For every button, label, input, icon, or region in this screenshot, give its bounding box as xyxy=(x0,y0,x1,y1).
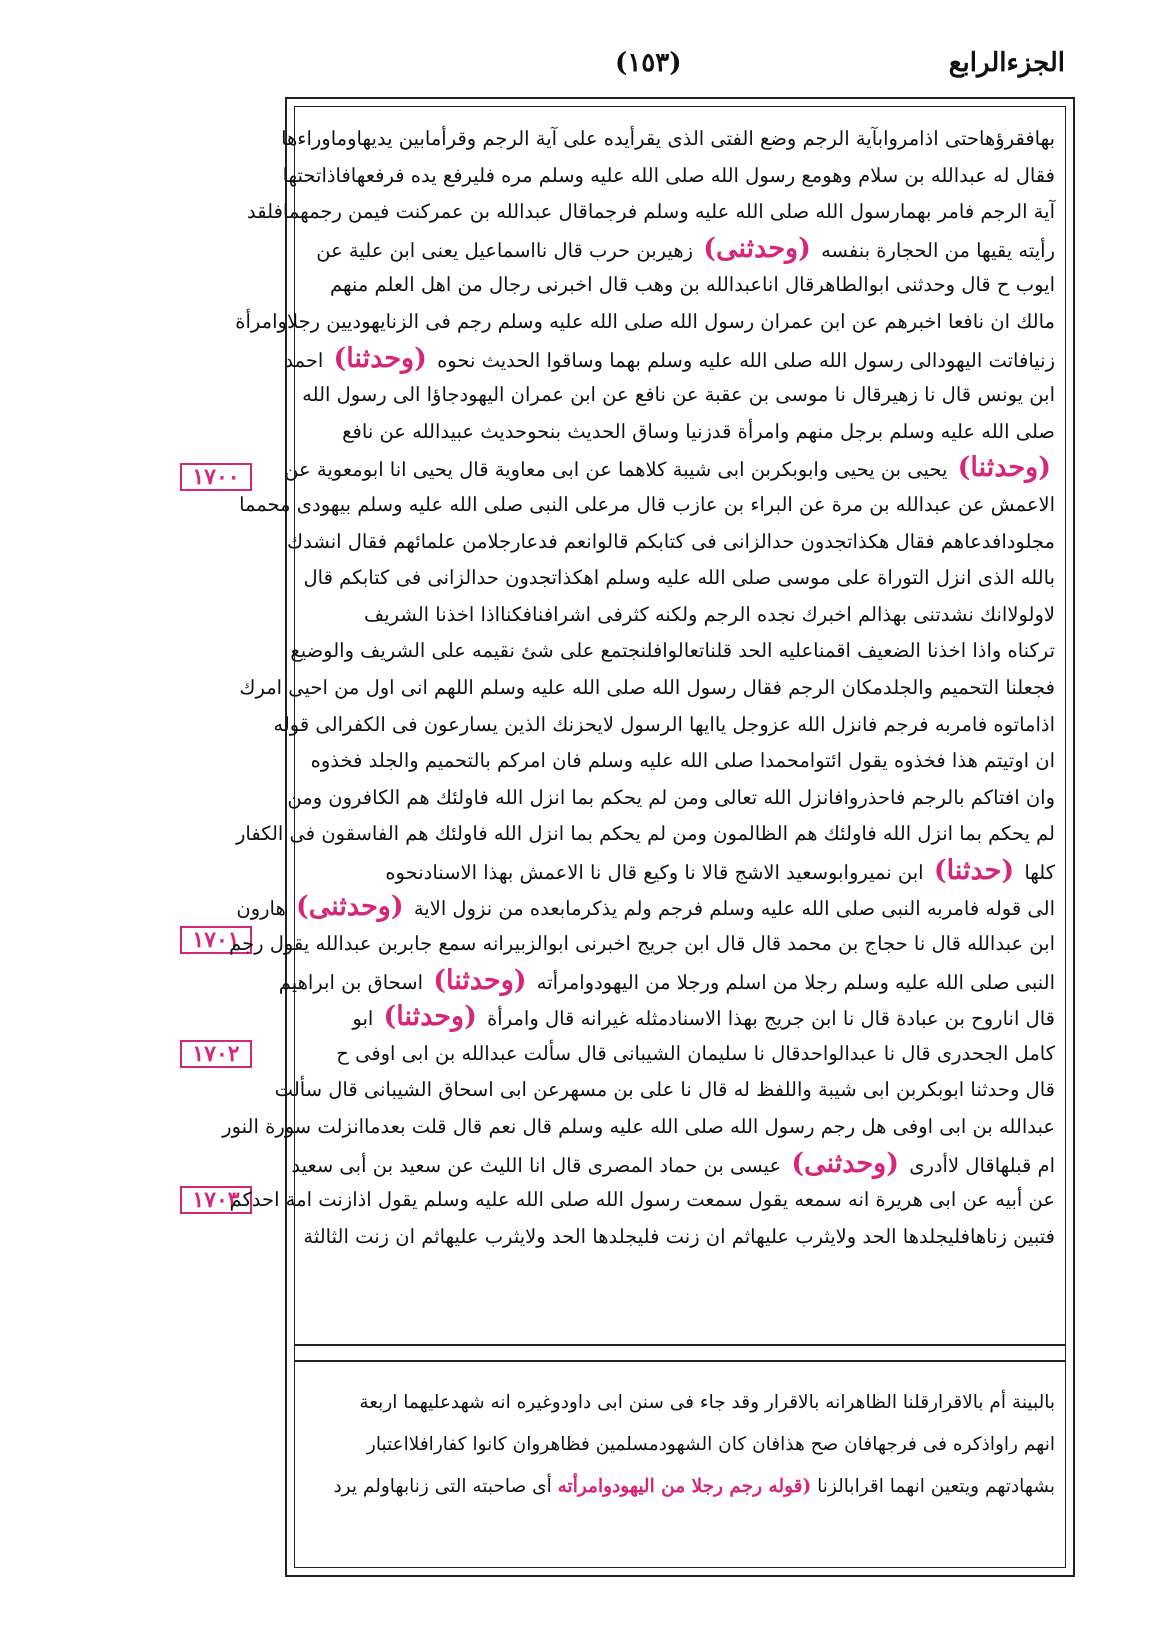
main-text: تركناه واذا اخذنا الضعيف اقمناعليه الحد قلناتعالوافلنجتمع على شئ نقيمه على الشريف والوضيع xyxy=(290,639,1055,663)
main-line xyxy=(222,1109,1055,1146)
main-line xyxy=(284,450,1055,487)
main-text: مجلودافدعاهم فقال هكذاتجدون حدالزانى فى كتابكم قالوانعم فدعارجلامن علمائهم فقال انشدك xyxy=(287,529,1055,553)
main-text: عيسى بن حماد المصرى قال انا الليث عن سعيد بن أبى سعيد xyxy=(291,1153,782,1177)
main-text: ام قبلهاقال لاأدرى xyxy=(909,1153,1055,1177)
main-text: يحيى بن يحيى وابوبكربن ابى شيبة كلاهما عن ابى معاوية قال يحيى انا ابومعوية عن xyxy=(284,458,948,482)
main-line xyxy=(305,1036,1055,1073)
main-text: فتبين زناهافليجلدها الحد ولايثرب عليهاثم ان زنت فليجلدها الحد ولايثرب عليهاثم ان زنت الثالثة xyxy=(303,1224,1055,1248)
main-line xyxy=(305,414,1055,451)
main-text: الى قوله فامربه النبى صلى الله عليه وسلم فرجم ولم يذكرمابعده من نزول الاية xyxy=(413,897,1055,921)
main-text: هارون xyxy=(236,897,286,921)
narration-marker: (وحدثنا) xyxy=(333,342,427,374)
main-line xyxy=(284,341,1055,378)
footnote-text: بالبينة أم بالاقرارقلنا الظاهرانه بالاقرار وقد جاء فى سنن ابى داودوغيره انه شهدعليهما اربعة xyxy=(359,1392,1055,1413)
main-line xyxy=(281,121,1055,158)
main-line xyxy=(291,1146,1055,1183)
main-text: زهيربن حرب قال نااسماعيل يعنى ابن علية عن xyxy=(316,238,694,262)
main-text: لم يحكم بما انزل الله فاولئك هم الظالمون ومن لم يحكم بما انزل الله فاولئك هم الفاسقون فى الكفار xyxy=(236,822,1055,846)
main-text: ابو xyxy=(352,1007,374,1031)
footnote-separator xyxy=(294,1344,1066,1362)
footnote xyxy=(305,1382,1055,1542)
main-text: بالله الذى انزل التوراة على موسى صلى الله عليه وسلم اهكذاتجدون حدالزانى فى كتابكم قال xyxy=(303,566,1055,590)
main-text: النبى صلى الله عليه وسلم رجلا من اسلم ورجلا من اليهودوامرأته xyxy=(536,970,1055,994)
footnote-text: بشهادتهم ويتعين انهما اقرابالزنا xyxy=(817,1476,1055,1497)
main-line xyxy=(236,889,1055,926)
main-line xyxy=(247,194,1055,231)
main-text: ابن يونس قال نا زهيرقال نا موسى بن عقبة عن نافع عن ابن عمران اليهودجاؤا الى رسول الله xyxy=(302,383,1055,407)
main-text: آية الرجم فامر بهمارسول الله صلى الله عليه وسلم فرجماقال عبدالله بن عمركنت فيمن رجمهمافلقد xyxy=(247,200,1055,224)
main-text: ابن عبدالله قال نا حجاج بن محمد قال قال ابن جريج اخبرنى ابوالزبيرانه سمع جابربن عبدالله يقول رجم xyxy=(229,932,1055,956)
footnote-line xyxy=(305,1382,1055,1424)
page-frame xyxy=(222,97,1075,1577)
page-header xyxy=(285,48,1065,96)
main-line xyxy=(282,158,1055,195)
main-text: كلها xyxy=(1024,860,1055,884)
main-text: لاولولاانك نشدتنى بهذالم اخبرك نجده الرجم ولكنه كثرفى اشرافنافكنااذا اخذنا الشريف xyxy=(363,602,1055,626)
narration-marker: (وحدثنى) xyxy=(295,891,404,923)
main-text: قال وحدثنا ابوبكربن ابى شيبة واللفظ له قال نا على بن مسهرعن ابى اسحاق الشيبانى قال سألت xyxy=(274,1078,1055,1102)
main-text: مالك ان نافعا اخبرهم عن ابن عمران رسول الله صلى الله عليه وسلم رجم فى الزنايهوديين رجلاوامرأة xyxy=(235,309,1055,333)
main-text: اذاماتوه فامربه فرجم فانزل الله عزوجل ياايها الرسول لايحزنك الذين يسارعون فى الكفرالى قوله xyxy=(273,712,1055,736)
main-text: وان افتاكم بالرجم فاحذروافانزل الله تعالى ومن لم يحكم بما انزل الله فاولئك هم الكافرون ومن xyxy=(287,785,1055,809)
main-line xyxy=(305,853,1055,890)
main-line xyxy=(239,670,1055,707)
hadith-number-1701: ١٧٠١ xyxy=(180,926,252,954)
footnote-line xyxy=(305,1466,1055,1508)
narration-marker: (حدثنا) xyxy=(933,854,1015,886)
page-number: (١٥٣) xyxy=(615,48,682,78)
footnote-quote: (قوله رجم رجلا من اليهودوامرأته xyxy=(557,1476,812,1497)
main-line xyxy=(229,1182,1055,1219)
main-text: ابن نميروابوسعيد الاشج قالا نا وكيع قال نا الاعمش بهذا الاسنادنحوه xyxy=(385,860,924,884)
main-text: اسحاق بن ابراهيم xyxy=(278,970,423,994)
narration-marker: (وحدثنا) xyxy=(957,452,1051,484)
part-title: الجزءالرابع xyxy=(948,48,1065,78)
main-line xyxy=(235,304,1055,341)
main-text: الاعمش عن عبدالله بن مرة عن البراء بن عازب قال مرعلى النبى صلى الله عليه وسلم بيهودى محمما xyxy=(239,492,1055,516)
main-text: احمد xyxy=(284,348,324,372)
narration-marker: (وحدثنى) xyxy=(703,232,811,264)
main-text: صلى الله عليه وسلم برجل منهم وامرأة قدزنيا وساق الحديث بنحوحديث عبيدالله عن نافع xyxy=(342,419,1055,443)
main-line xyxy=(287,780,1055,817)
main-line xyxy=(273,707,1055,744)
narration-marker: (وحدثنا) xyxy=(383,1001,477,1033)
main-line xyxy=(287,524,1055,561)
main-line xyxy=(305,1219,1055,1256)
main-line xyxy=(305,597,1055,634)
main-text: ان اوتيتم هذا فخذوه يقول ائتوامحمدا صلى الله عليه وسلم فان امركم بالتحميم والجلد فخذوه xyxy=(310,749,1055,773)
hadith-number-1703: ١٧٠٣ xyxy=(180,1186,252,1214)
main-line xyxy=(236,816,1055,853)
narration-marker: (وحدثنى) xyxy=(791,1147,899,1179)
main-line xyxy=(290,633,1055,670)
main-text: عن أبيه عن ابى هريرة انه سمعه يقول سمعت رسول الله صلى الله عليه وسلم يقول اذازنت امة احدكم xyxy=(229,1188,1055,1212)
main-line xyxy=(305,267,1055,304)
main-text: فجعلنا التحميم والجلدمكان الرجم فقال رسول الله صلى الله عليه وسلم اللهم انى اول من احيى امرك xyxy=(239,675,1055,699)
main-line xyxy=(274,1072,1055,1109)
footnote-text: انهم راواذكره فى فرجهافان صح هذافان كان الشهودمسلمين فظاهروان كانوا كفارافلااعتبار xyxy=(366,1434,1055,1455)
main-text xyxy=(222,121,1055,1326)
hadith-number-1700: ١٧٠٠ xyxy=(180,463,252,491)
main-line xyxy=(305,560,1055,597)
main-line xyxy=(305,743,1055,780)
hadith-number-1702: ١٧٠٢ xyxy=(180,1040,252,1068)
main-text: بهافقرؤهاحتى اذامروابآية الرجم وضع الفتى الذى يقرأيده على آية الرجم وقرأمابين يديهاوماوراءها xyxy=(281,127,1055,150)
narration-marker: (وحدثنا) xyxy=(433,964,527,996)
footnote-line xyxy=(305,1424,1055,1466)
main-line xyxy=(239,487,1055,524)
main-line xyxy=(229,926,1055,963)
main-text: قال اناروح بن عبادة قال نا ابن جريج بهذا الاسنادمثله غيرانه قال وامرأة xyxy=(487,1007,1055,1031)
main-text: فقال له عبدالله بن سلام وهومع رسول الله صلى الله عليه وسلم مره فليرفع يده فرفعهافاذاتحتها xyxy=(282,163,1055,187)
main-text: زنيافاتت اليهودالى رسول الله صلى الله عليه وسلم بهما وساقوا الحديث نحوه xyxy=(437,348,1055,372)
main-text: كامل الجحدرى قال نا عبدالواحدقال نا سليمان الشيبانى قال سألت عبدالله بن ابى اوفى ح xyxy=(336,1041,1055,1065)
main-text: رأيته يقيها من الحجارة بنفسه xyxy=(821,238,1055,262)
main-line xyxy=(305,231,1055,268)
main-text: عبدالله بن ابى اوفى هل رجم رسول الله صلى الله عليه وسلم قال نعم قال قلت بعدماانزلت سورة النور xyxy=(222,1115,1055,1139)
main-text: ايوب ح قال وحدثنى ابوالطاهرقال اناعبدالله بن وهب قال اخبرنى رجال من اهل العلم منهم xyxy=(329,273,1055,297)
main-line xyxy=(305,999,1055,1036)
footnote-text: أى صاحبته التى زنابهاولم يرد xyxy=(333,1476,552,1497)
main-line xyxy=(278,963,1055,1000)
main-line xyxy=(302,377,1055,414)
